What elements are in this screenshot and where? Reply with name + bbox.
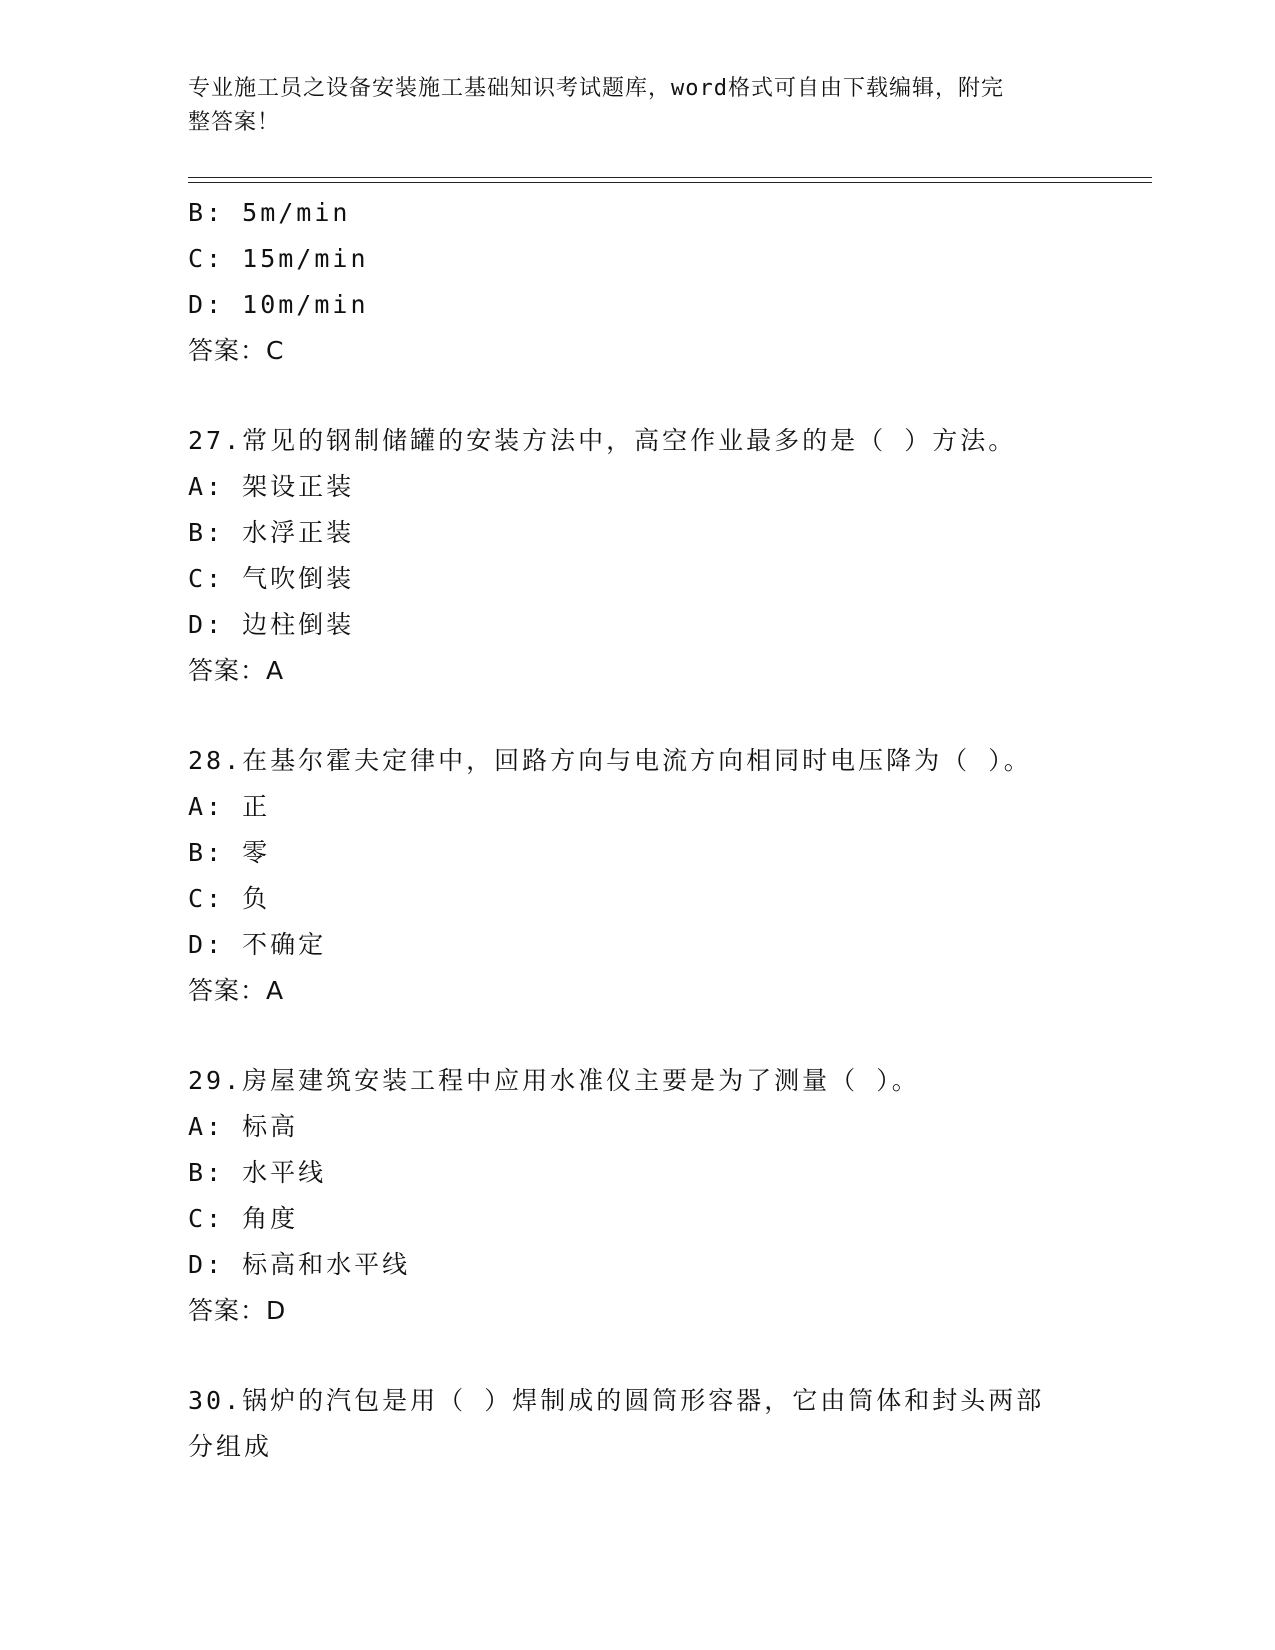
question-list xyxy=(188,190,1088,1470)
question-text-line-2: 分组成 xyxy=(188,1432,273,1461)
option-b: B: 零 xyxy=(188,838,271,867)
option-d: D: 边柱倒装 xyxy=(188,610,355,639)
header-rule-bottom xyxy=(188,182,1152,183)
question-30 xyxy=(188,1378,1088,1470)
option-a: A: 正 xyxy=(188,792,271,821)
option-b: B: 水平线 xyxy=(188,1158,327,1187)
question-text-line-1: 30.锅炉的汽包是用（ ）焊制成的圆筒形容器，它由筒体和封头两部 xyxy=(188,1386,1045,1415)
option-c: C: 15m/min xyxy=(188,244,369,273)
question-28 xyxy=(188,738,1088,1014)
header-line-1: 专业施工员之设备安装施工基础知识考试题库，word格式可自由下载编辑，附完 xyxy=(188,76,1004,101)
spacer xyxy=(188,1014,1088,1058)
option-d: D: 标高和水平线 xyxy=(188,1250,411,1279)
option-c: C: 负 xyxy=(188,884,271,913)
option-d: D: 不确定 xyxy=(188,930,327,959)
option-c: C: 气吹倒装 xyxy=(188,564,355,593)
question-text: 29.房屋建筑安装工程中应用水准仪主要是为了测量（ ）。 xyxy=(188,1066,920,1095)
option-a: A: 标高 xyxy=(188,1112,299,1141)
option-a: A: 架设正装 xyxy=(188,472,355,501)
option-b: B: 5m/min xyxy=(188,198,351,227)
spacer xyxy=(188,1334,1088,1378)
spacer xyxy=(188,374,1088,418)
question-26 xyxy=(188,190,1088,374)
question-27 xyxy=(188,418,1088,694)
answer: 答案：A xyxy=(188,656,285,685)
answer: 答案：D xyxy=(188,1296,287,1325)
option-c: C: 角度 xyxy=(188,1204,299,1233)
question-29 xyxy=(188,1058,1088,1334)
document-header xyxy=(188,72,1088,140)
answer: 答案：A xyxy=(188,976,285,1005)
spacer xyxy=(188,694,1088,738)
header-rule-top xyxy=(188,177,1152,178)
question-text: 28.在基尔霍夫定律中，回路方向与电流方向相同时电压降为（ ）。 xyxy=(188,746,1032,775)
option-b: B: 水浮正装 xyxy=(188,518,355,547)
header-line-2: 整答案！ xyxy=(188,110,281,135)
answer: 答案：C xyxy=(188,336,285,365)
option-d: D: 10m/min xyxy=(188,290,369,319)
question-text: 27.常见的钢制储罐的安装方法中，高空作业最多的是（ ）方法。 xyxy=(188,426,1017,455)
